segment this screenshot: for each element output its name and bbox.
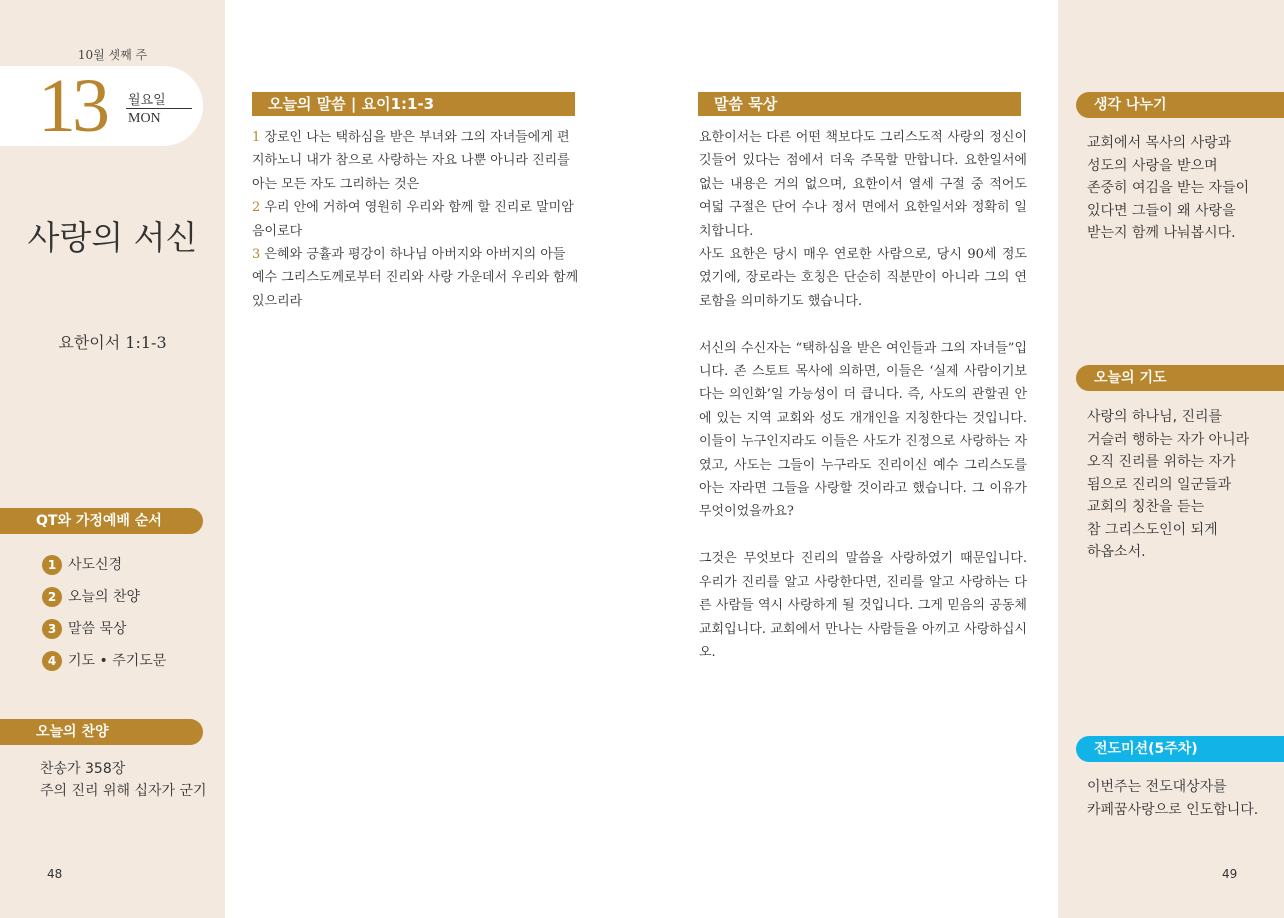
verse-number: 1 (252, 130, 261, 145)
order-item (42, 586, 140, 608)
mission-text: 이번주는 전도대상자를 카페꿈사랑으로 인도합니다. (1087, 779, 1259, 818)
verse-text: 은혜와 긍휼과 평강이 하나님 아버지와 아버지의 아들 예수 그리스도께로부터 진리와 사랑 가운데서 우리와 함께 있으리라 (252, 247, 579, 309)
verse-number: 3 (252, 247, 261, 263)
hymn-number: 찬송가 358장 (40, 761, 126, 777)
page-number-right: 49 (1222, 867, 1238, 881)
order-item (42, 650, 166, 672)
order-item-label: 말씀 묵상 (68, 621, 127, 637)
hymn-header: 오늘의 찬양 (0, 719, 203, 745)
prayer-header: 오늘의 기도 (1076, 365, 1284, 391)
day-number: 13 (38, 64, 106, 148)
share-header: 생각 나누기 (1076, 92, 1284, 118)
meditation-header: 말씀 묵상 (698, 92, 1021, 116)
page-title: 사랑의 서신 (27, 218, 198, 257)
weekday-korean: 월요일 (128, 93, 166, 108)
meditation-paragraph: 요한이서는 다른 어떤 책보다도 그리스도적 사랑의 정신이 깃들어 있다는 점에서 더욱 주목할 만합니다. 요한일서에 없는 내용은 거의 없으며, 요한이서 열세 구절 중 적어도 여덟 구절은 단어 수나 정서 면에서 요한일서와 정확히 일치합니다. 사도 요한은 당시 매우 연로한 사람으로, 당시 90세 정도였기에, 장로라는 호칭은 단순히 직분만이 아니라 그의 연로함을 의미하기도 했습니다. (699, 130, 1027, 309)
hymn-title: 주의 진리 위해 십자가 군기 (40, 783, 207, 799)
order-item-label: 오늘의 찬양 (68, 589, 141, 605)
number-badge: 3 (42, 619, 62, 639)
order-header: QT와 가정예배 순서 (0, 508, 203, 534)
word-header: 오늘의 말씀 | 요이1:1-3 (252, 92, 575, 116)
page-number-left: 48 (47, 867, 63, 881)
share-text: 교회에서 목사의 사랑과 성도의 사랑을 받으며 존중히 여김을 받는 자들이 있다면 그들이 왜 사랑을 받는지 함께 나눠봅시다. (1087, 135, 1250, 241)
weekday-divider (126, 108, 192, 109)
number-badge: 2 (42, 587, 62, 607)
order-item (42, 618, 127, 640)
order-item (42, 554, 122, 576)
number-badge: 4 (42, 651, 62, 671)
order-item-label: 기도 • 주기도문 (68, 653, 167, 669)
verse-number: 2 (252, 200, 261, 216)
scripture-reference: 요한이서 1:1-3 (58, 333, 167, 352)
verse-text: 우리 안에 거하여 영원히 우리와 함께 할 진리로 말미암음이로다 (252, 200, 574, 239)
verse-text: 장로인 나는 택하심을 받은 부녀와 그의 자녀들에게 편지하노니 내가 참으로 사랑하는 자요 나뿐 아니라 진리를 아는 모든 자도 그리하는 것은 (252, 130, 570, 192)
prayer-text: 사랑의 하나님, 진리를 거슬러 행하는 자가 아니라 오직 진리를 위하는 자가 됨으로 진리의 일군들과 교회의 칭찬을 듣는 참 그리스도인이 되게 하옵소서. (1087, 409, 1250, 560)
number-badge: 1 (42, 555, 62, 575)
meditation-body (699, 126, 1027, 688)
order-item-label: 사도신경 (68, 557, 123, 573)
mission-header: 전도미션(5주차) (1076, 736, 1284, 762)
week-label: 10월 셋째 주 (77, 48, 148, 62)
meditation-paragraph: 그것은 무엇보다 진리의 말씀을 사랑하였기 때문입니다. 우리가 진리를 알고 사랑한다면, 진리를 알고 사랑하는 다른 사람들 역시 사랑하게 될 것입니다. 그게 믿음의 공동체 교회입니다. 교회에서 만나는 사람들을 아끼고 사랑하십시오. (699, 551, 1027, 660)
meditation-paragraph: 서신의 수신자는 “택하심을 받은 여인들과 그의 자녀들”입니다. 존 스토트 목사에 의하면, 이들은 ‘실제 사람이기보다는 의인화’일 가능성이 더 큽니다. 즉, 사도의 관할권 안에 있는 지역 교회와 성도 개개인을 지칭한다는 것입니다. 이들이 누구인지라도 이들은 사도가 진정으로 사랑하는 자였고, 사도는 그들이 누구라도 진리이신 예수 그리스도를 아는 자라면 그들을 사랑할 것이라고 했습니다. 그 이유가 무엇이었을까요? (699, 340, 1027, 520)
verse-list (252, 126, 582, 313)
hymn-info (40, 758, 207, 802)
weekday-english: MON (128, 111, 161, 126)
